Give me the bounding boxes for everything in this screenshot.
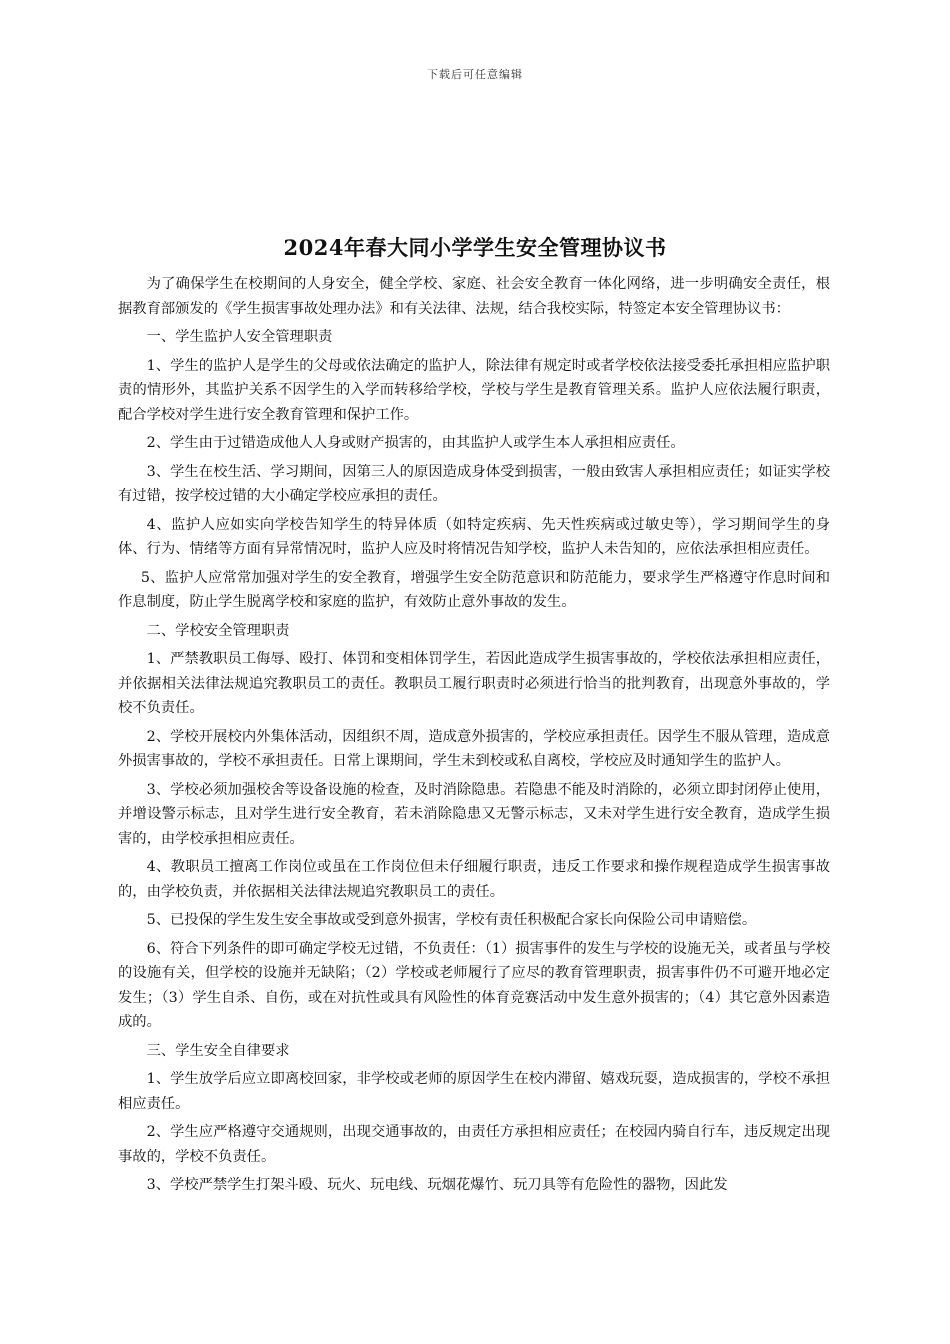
section-heading-student: 三、学生安全自律要求 <box>146 1042 290 1059</box>
paragraph: 5、已投保的学生发生安全事故或受到意外损害，学校有责任积极配合家长向保险公司申请赔偿。 <box>146 912 757 928</box>
document-body <box>118 272 830 1202</box>
paragraph: 2、学生由于过错造成他人人身或财产损害的，由其监护人或学生本人承担相应责任。 <box>146 435 685 451</box>
paragraph: 1、学生放学后应立即离校回家，非学校或老师的原因学生在校内滞留、嬉戏玩耍，造成损害的，学校不承担相应责任。 <box>118 1071 830 1112</box>
header-note: 下载后可任意编辑 <box>427 68 523 81</box>
paragraph: 4、监护人应如实向学校告知学生的特异体质（如特定疾病、先天性疾病或过敏史等），学习期间学生的身体、行为、情绪等方面有异常情况时，监护人应及时将情况告知学校，监护人未告知的，应依法承担相应责任。 <box>118 516 830 557</box>
paragraph: 4、教职员工擅离工作岗位或虽在工作岗位但未仔细履行职责，违反工作要求和操作规程造成学生损害事故的，由学校负责，并依据相关法律法规追究教职员工的责任。 <box>118 859 830 900</box>
paragraph: 6、符合下列条件的即可确定学校无过错，不负责任：（1）损害事件的发生与学校的设施无关，或者虽与学校的设施有关，但学校的设施并无缺陷；（2）学校或老师履行了应尽的教育管理职责，损害事件仍不可避开地必定发生；（3）学生自杀、自伤，或在对抗性或具有风险性的体育竞赛活动中发生意外损害的；（4）其它意外因素造成的。 <box>118 940 830 1030</box>
paragraph: 2、学校开展校内外集体活动，因组织不周，造成意外损害的，学校应承担责任。因学生不服从管理，造成意外损害事故的，学校不承担责任。日常上课期间，学生未到校或私自离校，学校应及时通知学生的监护人。 <box>118 728 830 769</box>
paragraph: 3、学校严禁学生打架斗殴、玩火、玩电线、玩烟花爆竹、玩刀具等有危险性的器物，因此发 <box>146 1177 728 1193</box>
paragraph: 5、监护人应常常加强对学生的安全教育，增强学生安全防范意识和防范能力，要求学生严格遵守作息时间和作息制度，防止学生脱离学校和家庭的监护，有效防止意外事故的发生。 <box>118 569 830 610</box>
paragraph: 3、学校必须加强校舍等设备设施的检查，及时消除隐患。若隐患不能及时消除的，必须立即封闭停止使用，并增设警示标志，且对学生进行安全教育，若未消除隐患又无警示标志，又未对学生进行安全教育，造成学生损害的，由学校承担相应责任。 <box>118 781 830 847</box>
paragraph: 3、学生在校生活、学习期间，因第三人的原因造成身体受到损害，一般由致害人承担相应责任；如证实学校有过错，按学校过错的大小确定学校应承担的责任。 <box>118 463 830 504</box>
section-heading-school: 二、学校安全管理职责 <box>146 622 290 639</box>
intro-paragraph: 为了确保学生在校期间的人身安全，健全学校、家庭、社会安全教育一体化网络，进一步明确安全责任，根据教育部颁发的《学生损害事故处理办法》和有关法律、法规，结合我校实际，特签定本安全管理协议书： <box>118 276 830 317</box>
section-heading-guardian: 一、学生监护人安全管理职责 <box>146 329 333 345</box>
document-title: 2024年春大同小学学生安全管理协议书 <box>283 235 667 260</box>
paragraph: 2、学生应严格遵守交通规则，出现交通事故的，由责任方承担相应责任；在校园内骑自行车，违反规定出现事故的，学校不负责任。 <box>118 1124 830 1165</box>
paragraph: 1、学生的监护人是学生的父母或依法确定的监护人，除法律有规定时或者学校依法接受委托承担相应监护职责的情形外，其监护关系不因学生的入学而转移给学校，学校与学生是教育管理关系。监护人应依法履行职责，配合学校对学生进行安全教育管理和保护工作。 <box>118 357 830 423</box>
paragraph: 1、严禁教职员工侮辱、殴打、体罚和变相体罚学生，若因此造成学生损害事故的，学校依法承担相应责任，并依据相关法律法规追究教职员工的责任。教职员工履行职责时必须进行恰当的批判教育，出现意外事故的，学校不负责任。 <box>118 651 830 716</box>
